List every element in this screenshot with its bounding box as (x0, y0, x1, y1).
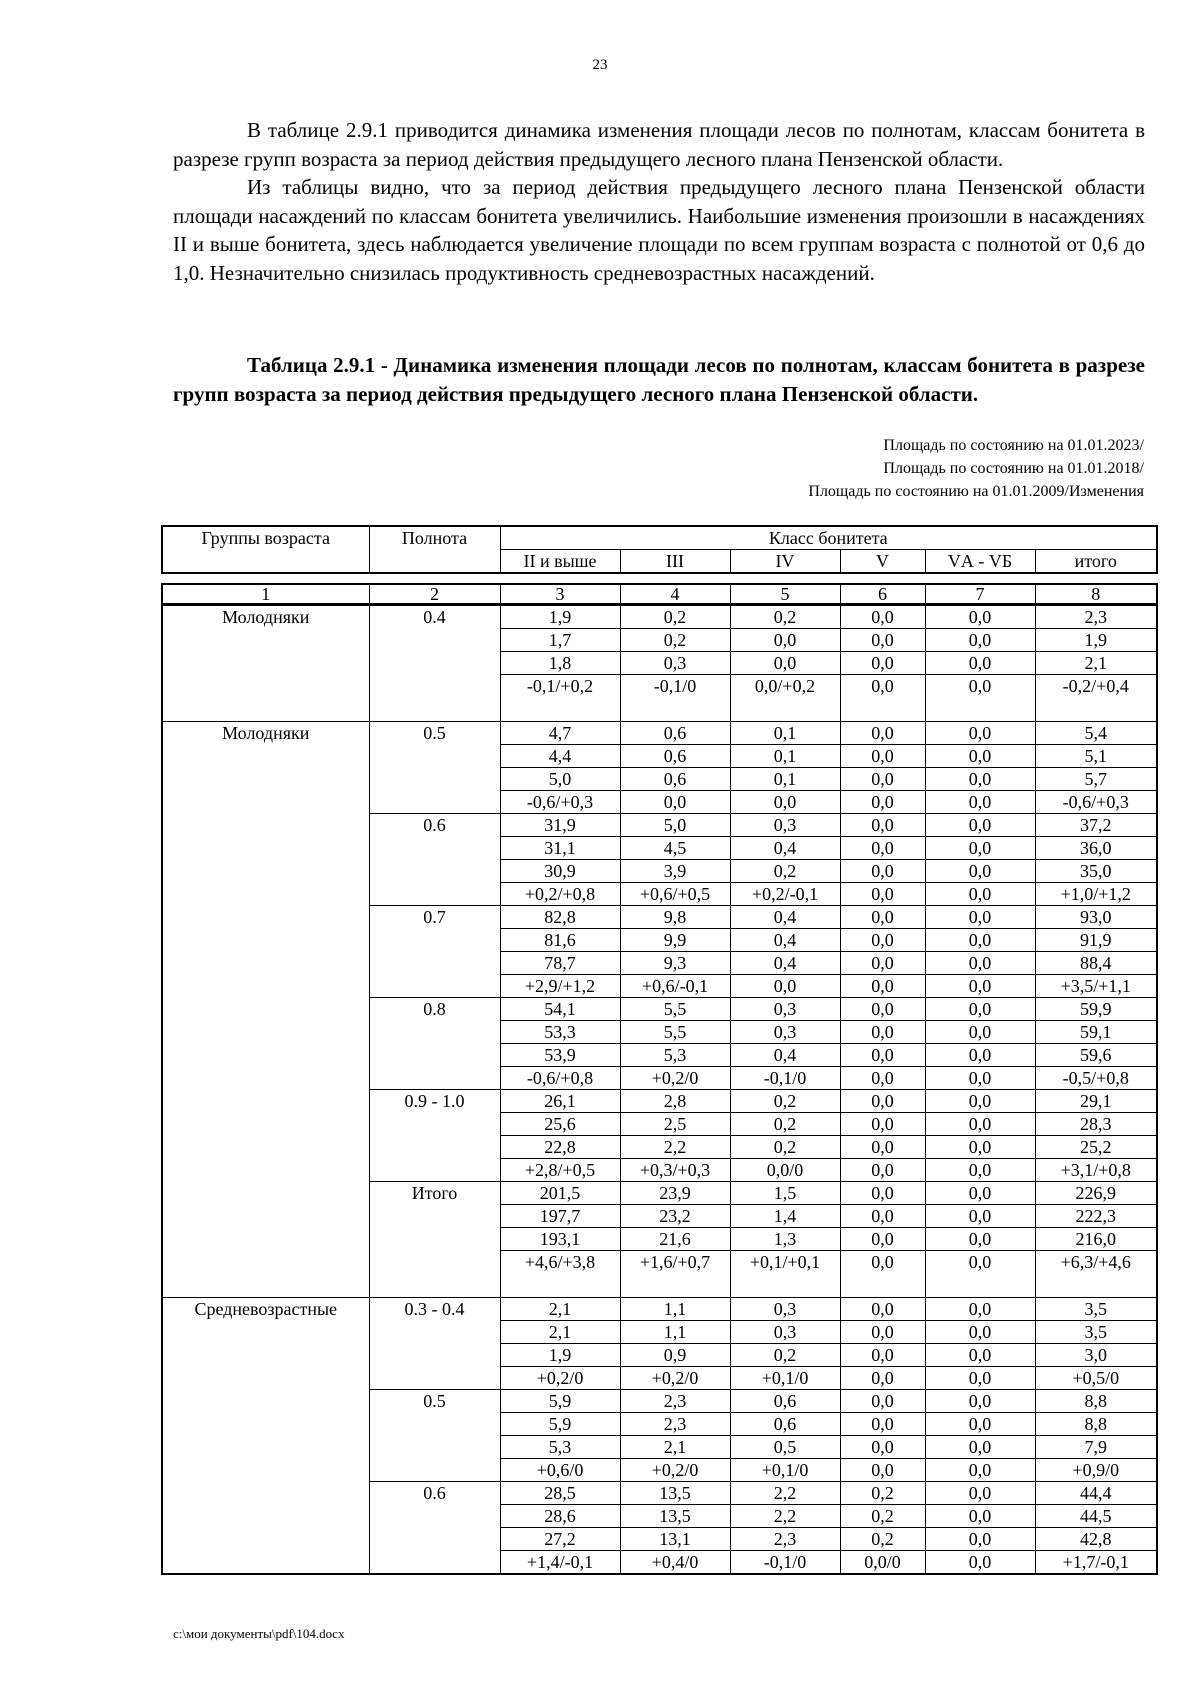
value-cell: 5,3 (620, 1044, 730, 1067)
value-cell: 0,0 (840, 998, 925, 1021)
value-cell: 7,9 (1035, 1436, 1157, 1459)
empty-cell (925, 1273, 1035, 1298)
header-class: итого (1035, 550, 1157, 574)
value-cell: 0,0 (925, 883, 1035, 906)
density-cell: 0.8 (369, 998, 500, 1090)
value-cell: 0,0 (840, 652, 925, 675)
table-caption: Таблица 2.9.1 - Динамика изменения площади лесов по полнотам, классам бонитета в разрезе групп возраста за период действия предыдущего лесного плана Пензенской области. (173, 353, 1145, 406)
value-cell: 2,1 (500, 1321, 620, 1344)
value-cell: 0,0 (840, 1090, 925, 1113)
value-cell: 1,1 (620, 1321, 730, 1344)
value-cell: 4,7 (500, 722, 620, 745)
value-cell: 0,1 (730, 745, 840, 768)
value-cell: 0,6 (730, 1390, 840, 1413)
empty-cell (1035, 1273, 1157, 1298)
density-cell: 0.6 (369, 814, 500, 906)
value-cell: 0,0 (840, 1344, 925, 1367)
value-cell: 1,4 (730, 1205, 840, 1228)
value-cell: -0,1/0 (730, 1067, 840, 1090)
value-cell: 37,2 (1035, 814, 1157, 837)
value-cell: +2,9/+1,2 (500, 975, 620, 998)
value-cell: 0,0 (840, 1459, 925, 1482)
value-cell: 0,0 (925, 1136, 1035, 1159)
value-cell: 0,0 (925, 1436, 1035, 1459)
value-cell: 0,6 (620, 745, 730, 768)
value-cell: 1,1 (620, 1298, 730, 1321)
value-cell: 0,6 (730, 1413, 840, 1436)
value-cell: 216,0 (1035, 1228, 1157, 1251)
column-number: 2 (369, 584, 500, 604)
value-cell: 0,0 (840, 1159, 925, 1182)
value-cell: 0,2 (730, 606, 840, 629)
value-cell: 0,4 (730, 837, 840, 860)
column-number: 3 (500, 584, 620, 604)
value-cell: 0,0 (840, 1067, 925, 1090)
empty-cell (730, 697, 840, 722)
table-row (162, 1298, 1157, 1321)
value-cell: 0,0 (925, 1021, 1035, 1044)
value-cell: 0,0 (925, 1321, 1035, 1344)
table-body (161, 605, 1158, 1575)
area-note-line: Площадь по состоянию на 01.01.2018/ (883, 460, 1144, 477)
value-cell: +2,8/+0,5 (500, 1159, 620, 1182)
value-cell: 0,0 (925, 1413, 1035, 1436)
value-cell: 0,0/0 (840, 1551, 925, 1575)
value-cell: 0,0 (840, 1136, 925, 1159)
value-cell: +0,2/0 (500, 1367, 620, 1390)
value-cell: +0,2/-0,1 (730, 883, 840, 906)
value-cell: 0,0 (840, 1251, 925, 1274)
value-cell: 0,0 (840, 952, 925, 975)
value-cell: 9,3 (620, 952, 730, 975)
value-cell: -0,1/0 (730, 1551, 840, 1575)
value-cell: 3,0 (1035, 1344, 1157, 1367)
value-cell: 5,0 (500, 768, 620, 791)
value-cell: 91,9 (1035, 929, 1157, 952)
value-cell: 0,0 (925, 1505, 1035, 1528)
value-cell: 26,1 (500, 1090, 620, 1113)
value-cell: 23,9 (620, 1182, 730, 1205)
value-cell: 0,0 (925, 906, 1035, 929)
value-cell: 1,9 (500, 1344, 620, 1367)
value-cell: 0,4 (730, 929, 840, 952)
value-cell: 0,2 (730, 1113, 840, 1136)
value-cell: 0,0 (840, 1367, 925, 1390)
value-cell: 13,5 (620, 1482, 730, 1505)
value-cell: +0,6/-0,1 (620, 975, 730, 998)
value-cell: 0,0 (925, 791, 1035, 814)
value-cell: 2,8 (620, 1090, 730, 1113)
value-cell: 2,3 (730, 1528, 840, 1551)
value-cell: 1,5 (730, 1182, 840, 1205)
value-cell: 59,1 (1035, 1021, 1157, 1044)
value-cell: 0,0 (925, 722, 1035, 745)
value-cell: 0,0 (925, 1067, 1035, 1090)
value-cell: 0,0 (840, 629, 925, 652)
value-cell: 0,0 (840, 1205, 925, 1228)
value-cell: +1,0/+1,2 (1035, 883, 1157, 906)
value-cell: 0,0 (925, 768, 1035, 791)
value-cell: 2,2 (730, 1482, 840, 1505)
value-cell: 0,2 (730, 1344, 840, 1367)
value-cell: 0,0 (925, 929, 1035, 952)
empty-cell (1035, 697, 1157, 722)
value-cell: 35,0 (1035, 860, 1157, 883)
value-cell: 0,0 (925, 1344, 1035, 1367)
header-class: VА - VБ (925, 550, 1035, 574)
value-cell: 8,8 (1035, 1390, 1157, 1413)
value-cell: 0,0 (925, 1159, 1035, 1182)
density-cell: 0.5 (369, 722, 500, 814)
value-cell: -0,1/0 (620, 675, 730, 698)
value-cell: 0,0 (925, 1251, 1035, 1274)
value-cell: 44,5 (1035, 1505, 1157, 1528)
value-cell: +0,2/0 (620, 1459, 730, 1482)
value-cell: 42,8 (1035, 1528, 1157, 1551)
value-cell: 8,8 (1035, 1413, 1157, 1436)
area-note-line: Площадь по состоянию на 01.01.2009/Изменения (808, 483, 1144, 500)
empty-cell (500, 697, 620, 722)
value-cell: 22,8 (500, 1136, 620, 1159)
value-cell: 0,0 (730, 652, 840, 675)
value-cell: 81,6 (500, 929, 620, 952)
value-cell: 0,0 (925, 998, 1035, 1021)
value-cell: +1,7/-0,1 (1035, 1551, 1157, 1575)
intro-paragraph: Из таблицы видно, что за период действия предыдущего лесного плана Пензенской области площади насаждений по классам бонитета увеличились. Наибольшие изменения произошли в насаждениях II и выше бонитета, здесь наблюдается увеличение площади по всем группам возраста с полнотой от 0,6 до 1,0. Незначительно снизилась продуктивность средневозрастных насаждений. (173, 175, 1145, 285)
value-cell: 226,9 (1035, 1182, 1157, 1205)
value-cell: 0,3 (730, 1321, 840, 1344)
value-cell: +0,1/0 (730, 1459, 840, 1482)
value-cell: 9,8 (620, 906, 730, 929)
value-cell: 0,0 (925, 1367, 1035, 1390)
value-cell: 0,0 (840, 791, 925, 814)
value-cell: 3,5 (1035, 1298, 1157, 1321)
value-cell: 0,0 (925, 1528, 1035, 1551)
value-cell: 2,2 (730, 1505, 840, 1528)
value-cell: 197,7 (500, 1205, 620, 1228)
value-cell: 0,6 (620, 722, 730, 745)
value-cell: 0,0 (730, 629, 840, 652)
value-cell: +0,2/0 (620, 1067, 730, 1090)
value-cell: 0,0 (925, 975, 1035, 998)
table-row (162, 722, 1157, 745)
value-cell: +4,6/+3,8 (500, 1251, 620, 1274)
value-cell: 0,3 (730, 814, 840, 837)
value-cell: -0,6/+0,3 (500, 791, 620, 814)
header-class-title: Класс бонитета (500, 526, 1157, 550)
value-cell: 201,5 (500, 1182, 620, 1205)
column-number: 4 (620, 584, 730, 604)
value-cell: 0,0 (840, 1021, 925, 1044)
value-cell: 5,5 (620, 1021, 730, 1044)
value-cell: 5,9 (500, 1413, 620, 1436)
value-cell: 0,0 (925, 1459, 1035, 1482)
age-group-cell: Средневозрастные (162, 1298, 369, 1575)
value-cell: 31,9 (500, 814, 620, 837)
value-cell: 0,4 (730, 952, 840, 975)
table-row (162, 606, 1157, 629)
footer-file-path: c:\мои документы\pdf\104.docx (173, 1626, 345, 1641)
header-class: III (620, 550, 730, 574)
value-cell: 5,9 (500, 1390, 620, 1413)
value-cell: 0,0 (840, 745, 925, 768)
value-cell: 0,0 (840, 1390, 925, 1413)
intro-paragraph: В таблице 2.9.1 приводится динамика изменения площади лесов по полнотам, классам бонитета в разрезе групп возраста за период действия предыдущего лесного плана Пензенской области. (173, 118, 1145, 171)
value-cell: -0,2/+0,4 (1035, 675, 1157, 698)
value-cell: 88,4 (1035, 952, 1157, 975)
value-cell: 0,0 (925, 1390, 1035, 1413)
value-cell: 13,1 (620, 1528, 730, 1551)
value-cell: 0,2 (730, 1136, 840, 1159)
empty-cell (730, 1273, 840, 1298)
density-cell: 0.9 - 1.0 (369, 1090, 500, 1182)
value-cell: 0,2 (840, 1505, 925, 1528)
value-cell: 0,0 (840, 1413, 925, 1436)
value-cell: 5,7 (1035, 768, 1157, 791)
value-cell: 0,0 (840, 1298, 925, 1321)
value-cell: 28,5 (500, 1482, 620, 1505)
value-cell: 93,0 (1035, 906, 1157, 929)
value-cell: +1,4/-0,1 (500, 1551, 620, 1575)
value-cell: 0,0 (840, 675, 925, 698)
value-cell: 59,6 (1035, 1044, 1157, 1067)
value-cell: 0,2 (620, 606, 730, 629)
value-cell: +3,1/+0,8 (1035, 1159, 1157, 1182)
value-cell: 0,0 (730, 975, 840, 998)
empty-cell (925, 697, 1035, 722)
value-cell: 5,1 (1035, 745, 1157, 768)
value-cell: 54,1 (500, 998, 620, 1021)
value-cell: +0,6/0 (500, 1459, 620, 1482)
value-cell: 0,0 (925, 1298, 1035, 1321)
density-cell: 0.4 (369, 606, 500, 722)
value-cell: 0,0 (840, 906, 925, 929)
density-cell: 0.6 (369, 1482, 500, 1575)
value-cell: +0,2/0 (620, 1367, 730, 1390)
value-cell: 0,1 (730, 722, 840, 745)
density-cell: 0.3 - 0.4 (369, 1298, 500, 1390)
value-cell: 13,5 (620, 1505, 730, 1528)
value-cell: 0,0 (925, 1113, 1035, 1136)
column-number: 6 (840, 584, 925, 604)
value-cell: 0,0 (840, 606, 925, 629)
value-cell: 2,5 (620, 1113, 730, 1136)
value-cell: 193,1 (500, 1228, 620, 1251)
value-cell: 0,3 (730, 1021, 840, 1044)
value-cell: 0,0 (925, 1482, 1035, 1505)
value-cell: 31,1 (500, 837, 620, 860)
age-group-cell: Молодняки (162, 722, 369, 1298)
value-cell: 0,0/0 (730, 1159, 840, 1182)
value-cell: 4,5 (620, 837, 730, 860)
value-cell: 25,2 (1035, 1136, 1157, 1159)
value-cell: 0,0 (840, 929, 925, 952)
value-cell: -0,6/+0,3 (1035, 791, 1157, 814)
value-cell: 0,0 (925, 606, 1035, 629)
value-cell: 0,5 (730, 1436, 840, 1459)
value-cell: +0,9/0 (1035, 1459, 1157, 1482)
value-cell: 2,1 (620, 1436, 730, 1459)
value-cell: 0,4 (730, 906, 840, 929)
value-cell: +0,1/+0,1 (730, 1251, 840, 1274)
value-cell: 0,0 (840, 1113, 925, 1136)
value-cell: 5,4 (1035, 722, 1157, 745)
value-cell: 0,0 (925, 745, 1035, 768)
value-cell: 0,6 (620, 768, 730, 791)
age-group-cell: Молодняки (162, 606, 369, 722)
value-cell: 0,0 (925, 652, 1035, 675)
value-cell: 0,0 (840, 1321, 925, 1344)
empty-cell (620, 697, 730, 722)
value-cell: 0,0 (620, 791, 730, 814)
value-cell: +0,1/0 (730, 1367, 840, 1390)
value-cell: 0,0 (840, 1182, 925, 1205)
area-note-line: Площадь по состоянию на 01.01.2023/ (883, 437, 1144, 454)
value-cell: 53,9 (500, 1044, 620, 1067)
value-cell: 82,8 (500, 906, 620, 929)
value-cell: 0,0 (840, 1436, 925, 1459)
value-cell: 0,0 (925, 952, 1035, 975)
value-cell: 0,0 (925, 1551, 1035, 1575)
value-cell: 222,3 (1035, 1205, 1157, 1228)
page-number: 23 (592, 57, 608, 73)
value-cell: 28,3 (1035, 1113, 1157, 1136)
column-number: 1 (162, 584, 369, 604)
value-cell: 25,6 (500, 1113, 620, 1136)
value-cell: 0,0 (840, 860, 925, 883)
value-cell: 1,8 (500, 652, 620, 675)
value-cell: 0,0 (925, 629, 1035, 652)
value-cell: 36,0 (1035, 837, 1157, 860)
value-cell: 0,0 (925, 675, 1035, 698)
value-cell: 0,0 (925, 860, 1035, 883)
value-cell: 0,0 (925, 814, 1035, 837)
value-cell: 5,3 (500, 1436, 620, 1459)
value-cell: 0,2 (620, 629, 730, 652)
empty-cell (620, 1273, 730, 1298)
value-cell: 29,1 (1035, 1090, 1157, 1113)
value-cell: 2,1 (1035, 652, 1157, 675)
empty-cell (500, 1273, 620, 1298)
value-cell: -0,5/+0,8 (1035, 1067, 1157, 1090)
value-cell: 59,9 (1035, 998, 1157, 1021)
density-cell: Итого (369, 1182, 500, 1298)
value-cell: 1,9 (500, 606, 620, 629)
value-cell: 3,9 (620, 860, 730, 883)
empty-cell (840, 1273, 925, 1298)
value-cell: +6,3/+4,6 (1035, 1251, 1157, 1274)
value-cell: -0,1/+0,2 (500, 675, 620, 698)
value-cell: 2,1 (500, 1298, 620, 1321)
value-cell: 2,2 (620, 1136, 730, 1159)
value-cell: 0,0 (840, 975, 925, 998)
area-note (808, 434, 1144, 503)
value-cell: 0,0 (840, 768, 925, 791)
value-cell: +3,5/+1,1 (1035, 975, 1157, 998)
value-cell: 4,4 (500, 745, 620, 768)
value-cell: 0,0 (925, 1205, 1035, 1228)
value-cell: +0,4/0 (620, 1551, 730, 1575)
value-cell: 0,0/+0,2 (730, 675, 840, 698)
value-cell: +1,6/+0,7 (620, 1251, 730, 1274)
value-cell: 0,9 (620, 1344, 730, 1367)
value-cell: 21,6 (620, 1228, 730, 1251)
table-header (161, 525, 1158, 574)
value-cell: 2,3 (620, 1390, 730, 1413)
value-cell: 0,0 (925, 1090, 1035, 1113)
density-cell: 0.7 (369, 906, 500, 998)
value-cell: 0,0 (840, 722, 925, 745)
value-cell: 0,0 (840, 883, 925, 906)
value-cell: 0,0 (925, 1182, 1035, 1205)
value-cell: 23,2 (620, 1205, 730, 1228)
value-cell: 0,0 (925, 1044, 1035, 1067)
value-cell: 0,0 (840, 1228, 925, 1251)
value-cell: 0,3 (730, 1298, 840, 1321)
table-column-numbers (161, 583, 1158, 605)
value-cell: 0,2 (730, 1090, 840, 1113)
column-number: 7 (925, 584, 1035, 604)
value-cell: 0,0 (730, 791, 840, 814)
value-cell: 0,2 (840, 1528, 925, 1551)
value-cell: 1,7 (500, 629, 620, 652)
column-number: 8 (1035, 584, 1157, 604)
value-cell: 3,5 (1035, 1321, 1157, 1344)
value-cell: 0,3 (620, 652, 730, 675)
value-cell: 0,0 (925, 1228, 1035, 1251)
value-cell: 2,3 (1035, 606, 1157, 629)
value-cell: 30,9 (500, 860, 620, 883)
density-cell: 0.5 (369, 1390, 500, 1482)
header-density: Полнота (369, 526, 500, 573)
column-number: 5 (730, 584, 840, 604)
intro-text (173, 116, 1145, 287)
empty-cell (840, 697, 925, 722)
value-cell: +0,5/0 (1035, 1367, 1157, 1390)
value-cell: -0,6/+0,8 (500, 1067, 620, 1090)
value-cell: 0,0 (925, 837, 1035, 860)
value-cell: 0,2 (730, 860, 840, 883)
value-cell: 78,7 (500, 952, 620, 975)
value-cell: 1,3 (730, 1228, 840, 1251)
value-cell: 5,5 (620, 998, 730, 1021)
value-cell: 53,3 (500, 1021, 620, 1044)
value-cell: 0,0 (840, 814, 925, 837)
value-cell: 28,6 (500, 1505, 620, 1528)
value-cell: 1,9 (1035, 629, 1157, 652)
value-cell: 44,4 (1035, 1482, 1157, 1505)
value-cell: 0,1 (730, 768, 840, 791)
header-age-group: Группы возраста (162, 526, 369, 573)
value-cell: +0,2/+0,8 (500, 883, 620, 906)
header-class: V (840, 550, 925, 574)
value-cell: 2,3 (620, 1413, 730, 1436)
value-cell: 0,3 (730, 998, 840, 1021)
value-cell: 9,9 (620, 929, 730, 952)
header-class: IV (730, 550, 840, 574)
value-cell: 0,4 (730, 1044, 840, 1067)
value-cell: 0,0 (840, 837, 925, 860)
value-cell: +0,6/+0,5 (620, 883, 730, 906)
value-cell: 27,2 (500, 1528, 620, 1551)
value-cell: 0,2 (840, 1482, 925, 1505)
value-cell: +0,3/+0,3 (620, 1159, 730, 1182)
value-cell: 0,0 (840, 1044, 925, 1067)
header-class: II и выше (500, 550, 620, 574)
value-cell: 5,0 (620, 814, 730, 837)
